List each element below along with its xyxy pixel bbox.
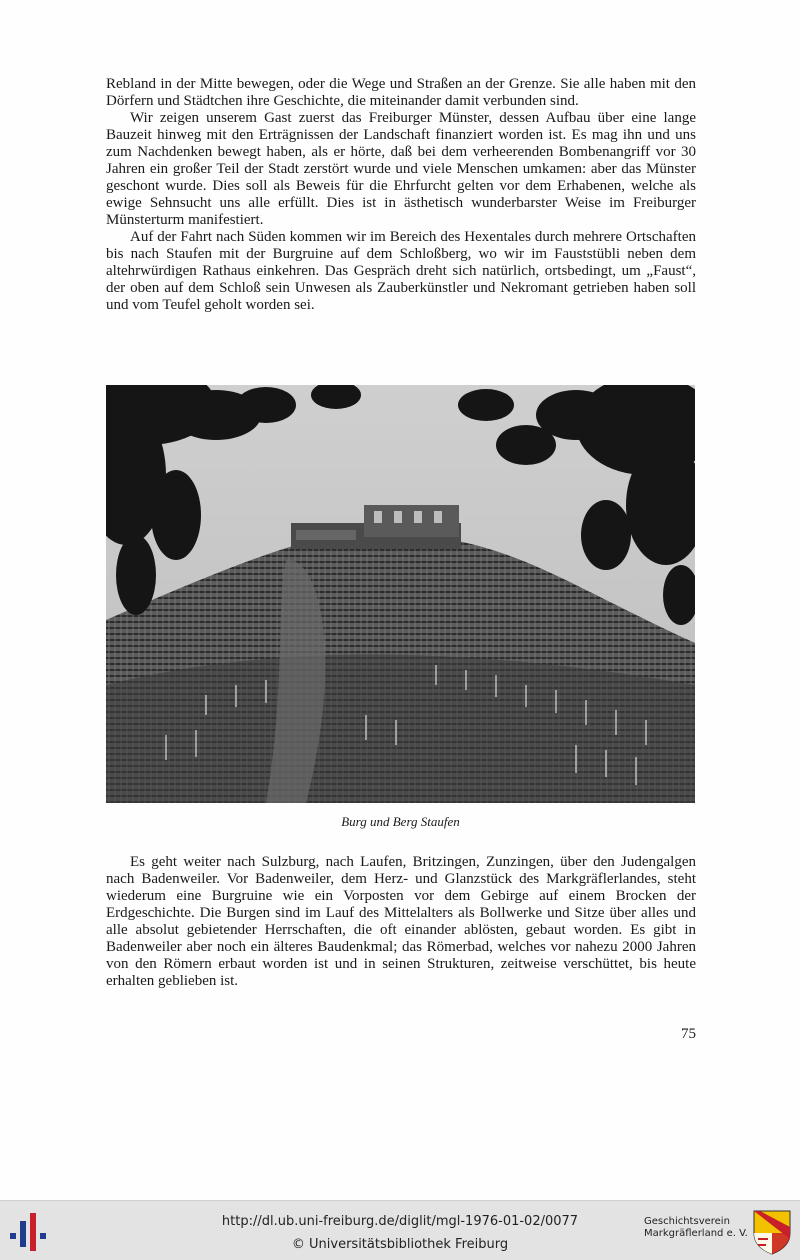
photo-burg-staufen	[106, 385, 695, 803]
society-line2: Markgräflerland e. V.	[644, 1228, 748, 1239]
society-line1: Geschichtsverein	[644, 1216, 730, 1227]
text-block-top	[106, 76, 696, 314]
paragraph: Rebland in der Mitte bewegen, oder die Wege und Straßen an der Grenze. Sie alle haben mit den Dörfern und Städtchen ihre Geschichte, die miteinander damit verbunden sind.	[106, 76, 696, 109]
castle-hill-illustration	[106, 385, 695, 803]
coat-of-arms-icon	[752, 1209, 792, 1255]
photo-caption: Burg und Berg Staufen	[341, 814, 460, 829]
society-name	[644, 1216, 754, 1240]
paragraph: Wir zeigen unserem Gast zuerst das Freiburger Münster, dessen Aufbau über eine lange Bauzeit hinweg mit den Erträgnissen der Landschaft finanziert worden ist. Es mag ihn und uns zum Nachdenken bewegt haben, als er hörte, daß bei dem verheerenden Bombenangriff vor 30 Jahren ein großer Teil der Stadt zerstört wurde und viele Menschen umkamen: aber das Münster geschont wurde. Dies soll als Beweis für die Ehrfurcht gelten vor dem Erhabenen, welche als ewige Sehnsucht uns alle erfüllt. Dies ist in ästhetisch wunderbarster Weise im Freiburger Münsterturm manifestiert.	[106, 110, 696, 228]
viewer-footer	[0, 1200, 800, 1260]
paragraph: Auf der Fahrt nach Süden kommen wir im Bereich des Hexentales durch mehrere Ortschaften bis nach Staufen mit der Burgruine auf dem Schloßberg, wo wir im Fauststübli neben dem altehrwürdigen Rathaus einkehren. Das Gespräch dreht sich natürlich, ortsbedingt, um „Faust“, der oben auf dem Schloß sein Unwesen als Zauberkünstler und Nekromant getrieben haben soll und vom Teufel geholt worden sei.	[106, 229, 696, 313]
ub-freiburg-logo-icon[interactable]	[6, 1211, 50, 1253]
text-block-bottom	[106, 854, 696, 990]
paragraph: Es geht weiter nach Sulzburg, nach Laufen, Britzingen, Zunzingen, über den Judengalgen nach Badenweiler. Vor Badenweiler, dem Herz- und Glanzstück des Markgräflerlandes, steht wiederum eine Burgruine wie ein Vorposten vor dem Gebirge auf einem Brocken der Erdgeschichte. Die Burgen sind im Lauf des Mittelalters als Bollwerke und Sitze über alles und alle absolut gebietender Herrschaften, die oft einander ablösten, gebaut worden. Es gibt in Badenweiler aber noch ein älteres Baudenkmal; das Römerbad, welches vor nahezu 2000 Jahren von den Römern erbaut worden ist und in seinen Strukturen, zeitweise verschüttet, bis heute erhalten geblieben ist.	[106, 854, 696, 989]
page-number: 75	[681, 1026, 696, 1042]
copyright-notice: © Universitätsbibliothek Freiburg	[291, 1237, 509, 1252]
document-url[interactable]: http://dl.ub.uni-freiburg.de/diglit/mgl-1976-01-02/0077	[221, 1214, 579, 1229]
